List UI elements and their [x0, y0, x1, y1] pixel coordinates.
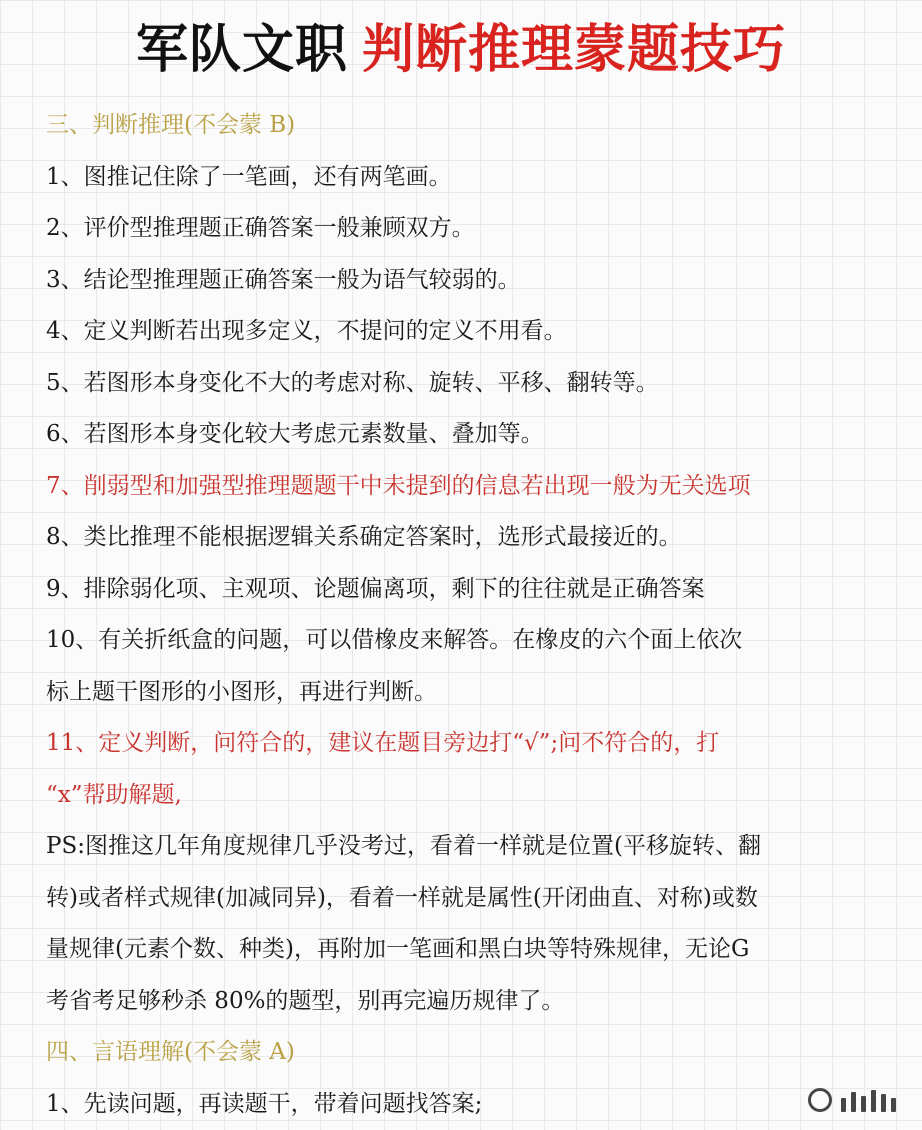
bar-shape — [851, 1092, 856, 1112]
list-item-highlight: 7、削弱型和加强型推理题题干中未提到的信息若出现一般为无关选项 — [46, 461, 886, 513]
list-item: 1、图推记住除了一笔画，还有两笔画。 — [46, 152, 886, 204]
ps-note: 考省考足够秒杀 80%的题型，别再完遍历规律了。 — [46, 976, 886, 1028]
ring-icon — [808, 1088, 832, 1112]
list-item: 2、评价型推理题正确答案一般兼顾双方。 — [46, 203, 886, 255]
list-item-highlight-continued: “x”帮助解题, — [46, 770, 886, 822]
list-item: 1、先读问题，再读题干，带着问题找答案; — [46, 1079, 886, 1130]
list-item: 4、定义判断若出现多定义，不提问的定义不用看。 — [46, 306, 886, 358]
list-item-continued: 标上题干图形的小图形，再进行判断。 — [46, 667, 886, 719]
title-red: 判断推理蒙题技巧 — [362, 20, 786, 80]
section-heading-verbal: 四、言语理解(不会蒙 A) — [46, 1027, 886, 1079]
ps-note: 量规律(元素个数、种类)，再附加一笔画和黑白块等特殊规律，无论G — [46, 924, 886, 976]
list-item: 10、有关折纸盒的问题，可以借橡皮来解答。在橡皮的六个面上依次 — [46, 615, 886, 667]
list-item-highlight: 11、定义判断，问符合的，建议在题目旁边打“√”;问不符合的，打 — [46, 718, 886, 770]
ps-note: PS:图推这几年角度规律几乎没考过，看着一样就是位置(平移旋转、翻 — [46, 821, 886, 873]
bar-shape — [891, 1098, 896, 1112]
list-item: 3、结论型推理题正确答案一般为语气较弱的。 — [46, 255, 886, 307]
bar-shape — [861, 1096, 866, 1112]
title-black: 军队文职 — [136, 20, 348, 80]
section-heading-judgment: 三、判断推理(不会蒙 B) — [46, 100, 886, 152]
page-title — [0, 14, 922, 86]
list-item: 8、类比推理不能根据逻辑关系确定答案时，选形式最接近的。 — [46, 512, 886, 564]
list-item: 9、排除弱化项、主观项、论题偏离项，剩下的往往就是正确答案 — [46, 564, 886, 616]
ps-note: 转)或者样式规律(加减同异)，看着一样就是属性(开闭曲直、对称)或数 — [46, 873, 886, 925]
document-body — [46, 100, 886, 1130]
bar-shape — [871, 1090, 876, 1112]
audio-bars-icon — [808, 1088, 896, 1112]
list-item: 6、若图形本身变化较大考虑元素数量、叠加等。 — [46, 409, 886, 461]
bar-shape — [841, 1098, 846, 1112]
bar-shape — [881, 1094, 886, 1112]
list-item: 5、若图形本身变化不大的考虑对称、旋转、平移、翻转等。 — [46, 358, 886, 410]
